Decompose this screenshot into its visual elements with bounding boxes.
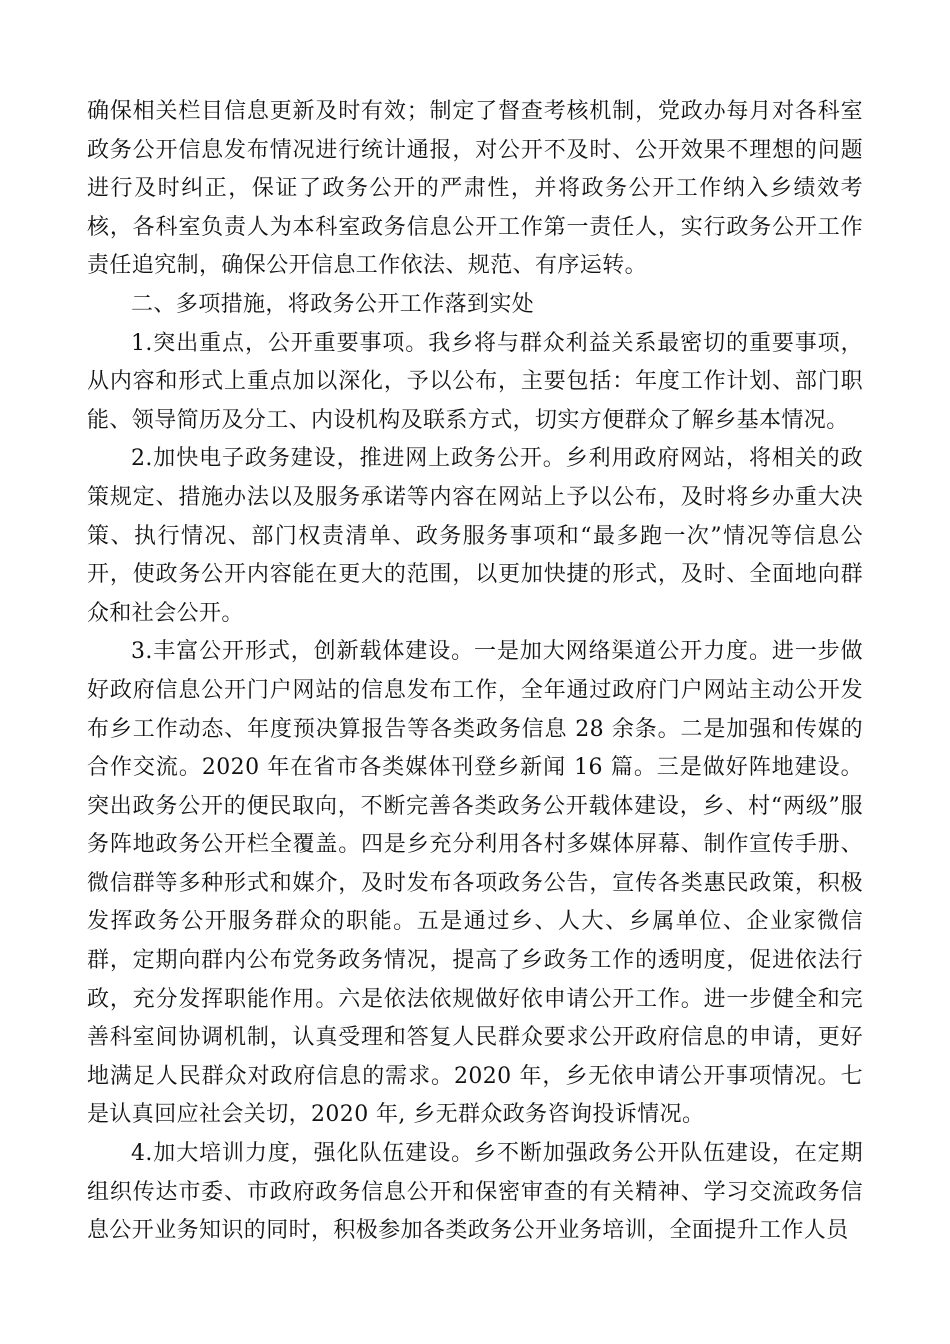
paragraph-item-4: 4.加大培训力度，强化队伍建设。乡不断加强政务公开队伍建设，在定期组织传达市委、市政府政务信息公开和保密审查的有关精神、学习交流政务信息公开业务知识的同时，积极参加各类政务公开业务培训，全面提升工作人员 [87, 1141, 863, 1244]
paragraph-item-2: 2.加快电子政务建设，推进网上政务公开。乡利用政府网站，将相关的政策规定、措施办法以及服务承诺等内容在网站上予以公布，及时将乡办重大决策、执行情况、部门权责清单、政务服务事项和“最多跑一次”情况等信息公开，使政务公开内容能在更大的范围，以更加快捷的形式，及时、全面地向群众和社会公开。 [87, 446, 863, 626]
paragraph-continuation: 确保相关栏目信息更新及时有效；制定了督查考核机制，党政办每月对各科室政务公开信息发布情况进行统计通报，对公开不及时、公开效果不理想的问题进行及时纠正，保证了政务公开的严肃性，并将政务公开工作纳入乡绩效考核，各科室负责人为本科室政务信息公开工作第一责任人，实行政务公开工作责任追究制，确保公开信息工作依法、规范、有序运转。 [87, 99, 863, 279]
section-heading: 二、多项措施，将政务公开工作落到实处 [131, 291, 535, 317]
paragraph-item-3: 3.丰富公开形式，创新载体建设。一是加大网络渠道公开力度。进一步做好政府信息公开门户网站的信息发布工作，全年通过政府门户网站主动公开发布乡工作动态、年度预决算报告等各类政务信息 28 余条。二是加强和传媒的合作交流。2020 年在省市各类媒体刊登乡新闻 16 篇。三是做好阵地建设。突出政务公开的便民取向，不断完善各类政务公开载体建设，乡、村“两级”服务阵地政务公开栏全覆盖。四是乡充分利用各村多媒体屏幕、制作宣传手册、微信群等多种形式和媒介，及时发布各项政务公告，宣传各类惠民政策，积极发挥政务公开服务群众的职能。五是通过乡、人大、乡属单位、企业家微信群，定期向群内公布党务政务情况，提高了乡政务工作的透明度，促进依法行政，充分发挥职能作用。六是依法依规做好依申请公开工作。进一步健全和完善科室间协调机制，认真受理和答复人民群众要求公开政府信息的申请，更好地满足人民群众对政府信息的需求。2020 年，乡无依申请公开事项情况。七是认真回应社会关切，2020 年, 乡无群众政务咨询投诉情况。 [87, 639, 863, 1128]
paragraph-item-1: 1.突出重点，公开重要事项。我乡将与群众利益关系最密切的重要事项，从内容和形式上重点加以深化，予以公布，主要包括：年度工作计划、部门职能、领导简历及分工、内设机构及联系方式，切实方便群众了解乡基本情况。 [87, 330, 863, 433]
document-page [87, 93, 863, 1251]
